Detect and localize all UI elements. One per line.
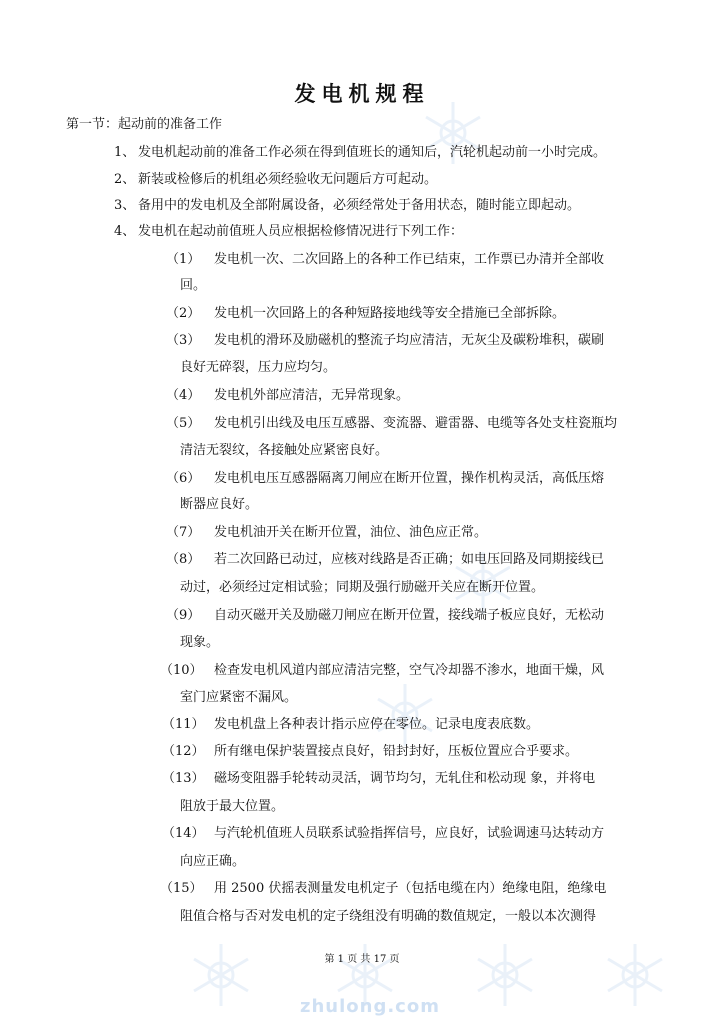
subitem-number: （11） — [162, 717, 205, 732]
subitem-text: 磁场变阻器手轮转动灵活，调节均匀，无轧住和松动现 象，并将电 — [214, 771, 596, 786]
subitem-text-continued: 良好无碎裂，压力应均匀。 — [180, 360, 337, 375]
subitem-text: 发电机油开关在断开位置，油位、油色应正常。 — [214, 525, 488, 540]
subitem-text: 发电机一次回路上的各种短路接地线等安全措施已全部拆除。 — [214, 306, 566, 321]
item-text: 新装或检修后的机组必须经验收无问题后方可起动。 — [138, 172, 438, 187]
watermark-text: zhulong.com — [300, 996, 440, 1017]
subitem-text: 若二次回路已动过，应核对线路是否正确；如电压回路及同期接线已 — [214, 552, 605, 567]
subitem-number: （4） — [166, 388, 201, 403]
item-number: 4、 — [114, 224, 136, 239]
subitem-text: 发电机电压互感器隔离刀闸应在断开位置，操作机构灵活，高低压熔 — [214, 471, 605, 486]
subitem-text-continued: 向应正确。 — [180, 854, 246, 869]
item-number: 3、 — [114, 198, 136, 213]
item-text: 发电机起动前的准备工作必须在得到值班长的通知后，汽轮机起动前一小时完成。 — [138, 145, 607, 160]
item-text: 发电机在起动前值班人员应根据检修情况进行下列工作： — [138, 224, 464, 239]
subitem-number: （10） — [160, 663, 203, 678]
subitem-text: 自动灭磁开关及励磁刀闸应在断开位置，接线端子板应良好，无松动 — [214, 608, 605, 623]
subitem-text: 发电机一次、二次回路上的各种工作已结束，工作票已办清并全部收 — [214, 252, 605, 267]
subitem-text: 发电机外部应清洁，无异常现象。 — [214, 388, 410, 403]
subitem-text: 发电机盘上各种表计指示应停在零位。记录电度表底数。 — [214, 717, 540, 732]
subitem-number: （13） — [162, 771, 205, 786]
document-title: 发电机规程 — [294, 82, 430, 106]
subitem-text-continued: 阻放于最大位置。 — [180, 799, 285, 814]
section-heading: 第一节：起动前的准备工作 — [66, 117, 223, 132]
subitem-text-continued: 清洁无裂纹，各接触处应紧密良好。 — [180, 443, 389, 458]
subitem-number: （5） — [166, 416, 201, 431]
subitem-text-continued: 现象。 — [180, 635, 220, 650]
subitem-text-continued: 断器应良好。 — [180, 497, 259, 512]
subitem-number: （2） — [166, 306, 201, 321]
subitem-text-continued: 阻值合格与否对发电机的定子绕组没有明确的数值规定，一般以本次测得 — [180, 909, 597, 924]
subitem-text: 所有继电保护装置接点良好，铅封封好，压板位置应合乎要求。 — [214, 744, 579, 759]
page-footer: 第 1 页 共 17 页 — [324, 954, 400, 965]
subitem-number: （9） — [166, 608, 201, 623]
subitem-text-continued: 室门应紧密不漏风。 — [180, 690, 298, 705]
subitem-number: （3） — [166, 333, 201, 348]
subitem-text-continued: 回。 — [180, 278, 207, 293]
subitem-number: （8） — [166, 552, 201, 567]
subitem-text: 检查发电机风道内部应清洁完整，空气冷却器不渗水，地面干燥，风 — [214, 663, 605, 678]
subitem-number: （12） — [162, 744, 205, 759]
item-number: 1、 — [114, 145, 136, 160]
subitem-text: 与汽轮机值班人员联系试验指挥信号，应良好，试验调速马达转动方 — [214, 826, 605, 841]
subitem-number: （6） — [166, 471, 201, 486]
item-number: 2、 — [114, 172, 136, 187]
subitem-text: 用 2500 伏摇表测量发电机定子（包括电缆在内）绝缘电阻，绝缘电 — [214, 881, 607, 896]
subitem-text: 发电机引出线及电压互感器、变流器、避雷器、电缆等各处支柱瓷瓶均 — [214, 416, 618, 431]
subitem-number: （15） — [160, 881, 203, 896]
item-text: 备用中的发电机及全部附属设备，必须经常处于备用状态，随时能立即起动。 — [138, 198, 581, 213]
subitem-number: （1） — [166, 252, 201, 267]
subitem-number: （14） — [162, 826, 205, 841]
subitem-text: 发电机的滑环及励磁机的整流子均应清洁，无灰尘及碳粉堆积，碳刷 — [214, 333, 605, 348]
subitem-text-continued: 动过，必须经过定相试验；同期及强行励磁开关应在断开位置。 — [180, 580, 545, 595]
subitem-number: （7） — [166, 525, 201, 540]
